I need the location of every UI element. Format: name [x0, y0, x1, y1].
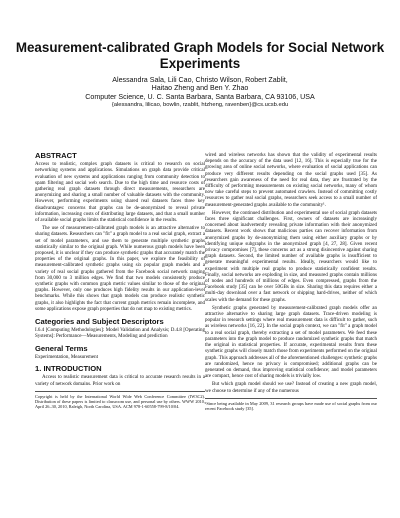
introduction-heading: 1. INTRODUCTION	[35, 364, 102, 374]
body-paragraph-2: However, the continued distribution and experimental use of social graph datasets faces three significant challenges. First, owners of datasets are increasingly concerned about inadvertently revealing private information with their anonymized datasets. Recent work shows that malicious parties can recover information from anonymized graphs by de-anonymizing them using either auxiliary graphs or by identifying unique subgraphs in the anonymized graph [4, 27, 28]. Given recent privacy compromises [7], these concerns act as a strong disincentive against sharing graph datasets. Second, the limited number of available graphs is insufficient to generate meaningful experimental results. Ideally, researchers would like to experiment with multiple real graphs to produce statistically confident results. Finally, social networks are exploding in size, and measured graphs contain millions of nodes and hundreds of millions of edges. Even compressed, graphs from the Facebook study [35] can be over 50GBs in size. Sharing this data requires either a multi-day download over a fast network or shipping hard-drives, neither of which scales with the demand for these graphs.	[205, 210, 377, 303]
general-terms-heading: General Terms	[35, 343, 88, 353]
categories-text: I.6.4 [Computing Methodologies]: Model Validation and Analysis; D.4.8 [Operating Systems]: Performance—Measurements, Modeling and prediction	[35, 328, 205, 340]
footnote: ¹Since being available in May 2009, 31 research groups have made use of social graphs from our recent Facebook study [35].	[205, 398, 377, 412]
right-column	[205, 153, 377, 411]
authors-line-1: Alessandra Sala, Lili Cao, Christo Wilson, Robert Zablit,	[112, 76, 288, 84]
general-terms-text: Experimentation, Measurement	[35, 354, 99, 360]
paper-title: Measurement-calibrated Graph Models for Social Network Experiments	[15, 40, 385, 71]
intro-paragraph-1: Access to realistic measurement data is critical to accurate research results in a variety of network domains. Prior work on	[35, 375, 205, 387]
body-paragraph-4: But which graph model should we use? Instead of creating a new graph model, we choose to determine if any of the numerous	[205, 382, 377, 394]
authors-line-2: Haitao Zheng and Ben Y. Zhao	[151, 84, 249, 93]
author-emails: {alessandra, lilicao, bowlin, rzablit, htzheng, ravenben}@cs.ucsb.edu	[111, 101, 289, 108]
copyright-notice: Copyright is held by the International World Wide Web Conference Committee (IW3C2). Distribution of these papers is limited to classroom use, and personal use by others. WWW 2010, April 26–30, 2010, Raleigh, North Carolina, USA. ACM 978-1-60558-799-8/10/04.	[35, 391, 205, 410]
affiliation: Computer Science, U. C. Santa Barbara, Santa Barbara, CA 93106, USA	[85, 92, 315, 101]
abstract-heading: ABSTRACT	[35, 151, 77, 160]
author-block	[0, 76, 400, 109]
abstract-paragraph-2: The use of measurement-calibrated graph models is an attractive alternative to sharing datasets. Researchers can "fit" a graph model to a real social graph, extract a set of model parameters, and use them to generate multiple synthetic graphs statistically similar to the original graph. While numerous graph models have been proposed, it is unclear if they can produce synthetic graphs that accurately match the properties of the original graphs. In this paper, we explore the feasibility of measurement-calibrated synthetic graphs using six popular graph models and a variety of real social graphs gathered from the Facebook social network ranging from 30,000 to 3 million edges. We find that two models consistently produce synthetic graphs with common graph metric values similar to those of the original graphs. However, only one produces high fidelity results in our application-level benchmarks. While this shows that graph models can produce realistic synthetic graphs, it also highlights the fact that current graph metrics remain incomplete, and some applications expose graph properties that do not map to existing metrics.	[35, 226, 205, 312]
left-column	[35, 153, 205, 409]
abstract-paragraph-1: Access to realistic, complex graph datasets is critical to research on social networking systems and applications. Simulations on graph data provide critical evaluation of new systems and applications ranging from community detection to spam filtering and social web search. Due to the high time and resource costs of gathering real graph datasets through direct measurements, researchers are anonymizing and sharing a small number of valuable datasets with the community. However, performing experiments using shared real datasets faces three key disadvantages: concerns that graphs can be de-anonymized to reveal private information, increasing costs of distributing large datasets, and that a small number of available social graphs limits the statistical confidence in the results.	[35, 162, 205, 224]
categories-heading: Categories and Subject Descriptors	[35, 317, 164, 327]
body-paragraph-1: wired and wireless networks has shown that the validity of experimental results depends on the accuracy of the data used [12, 16]. This is especially true for the growing area of online social networks, where evaluation of social applications can produce very different results depending on the social graphs used [35]. As researchers gain awareness of the need for real data, they are frustrated by the difficulty of performing measurements on existing social networks, many of whom now take careful steps to prevent automated crawlers. Instead of committing costly resources to gather real social graphs, researchers seek access to a small number of measurement-generated graphs available to the community¹.	[205, 153, 377, 208]
body-paragraph-3: Synthetic graphs generated by measurement-calibrated graph models offer an attractive alternative to sharing large graph datasets. Trace-driven modeling is popular in research settings where real measurement data is difficult to gather, such as wireless networks [16, 22]. In the social graph context, we can "fit" a graph model to a real social graph, thereby extracting a set of model parameters. We feed these parameters into the graph model to produce randomized synthetic graphs that match the original in statistical properties. If accurate, experimental results from these synthetic graphs will closely match those from experiments performed on the original graph. This approach addresses all of the aforementioned challenges: synthetic graphs are randomized, hence no privacy is compromised; additional graphs can be generated on demand, thus improving statistical confidence; and model parameters are compact, hence cost of sharing models is trivially low.	[205, 305, 377, 380]
